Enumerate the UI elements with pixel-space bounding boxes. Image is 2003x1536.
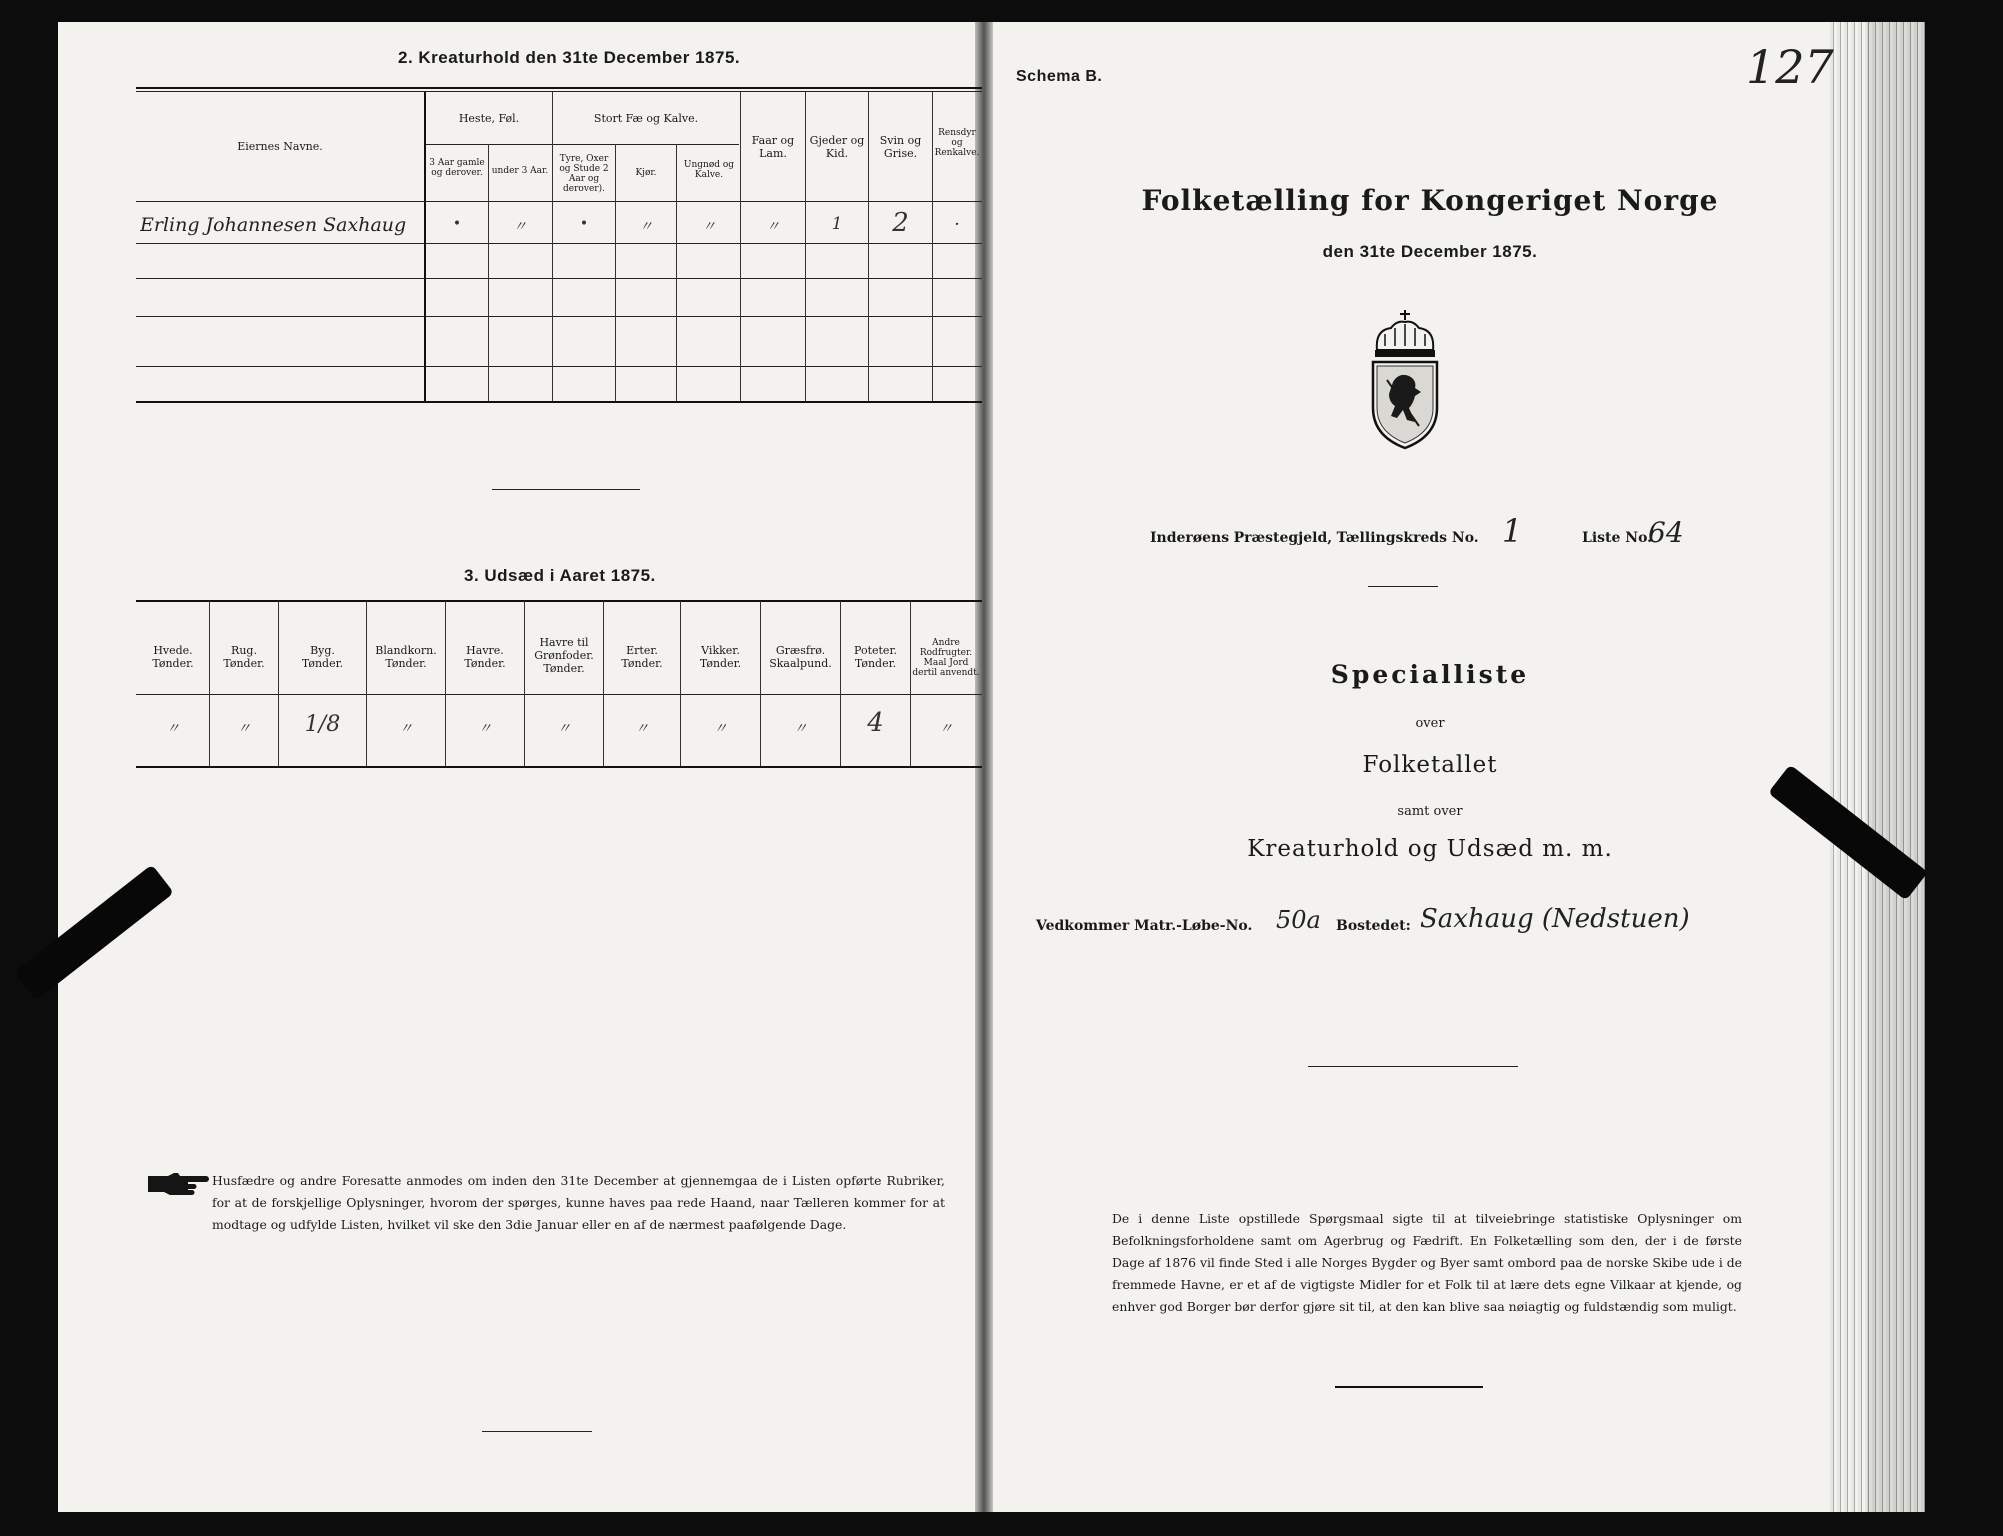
cell-hvede: 〃 (166, 721, 180, 737)
col-kjer: Kjør. (635, 168, 657, 178)
col-havre: Havre. Tønder. (464, 644, 506, 670)
list-label: Liste No. (1582, 530, 1653, 546)
group-stort-header: Stort Fæ og Kalve. (593, 112, 699, 125)
bostedet-value-handwritten: Saxhaug (Nedstuen) (1420, 904, 1690, 934)
col-owner-header: Eiernes Navne. (237, 140, 323, 153)
folketallet-label: Folketallet (1362, 752, 1498, 778)
col-graesfro: Græsfrø. Skaalpund. (769, 644, 832, 670)
cell-faar: 〃 (766, 219, 780, 235)
col-rug: Rug. Tønder. (223, 644, 265, 670)
col-heste-old: 3 Aar gamle og derover. (429, 158, 485, 178)
bostedet-label: Bostedet: (1336, 918, 1411, 934)
col-ungnod: Ungnød og Kalve. (683, 160, 735, 180)
col-faar: Faar og Lam. (751, 134, 795, 160)
cell-poteter: 4 (867, 708, 884, 738)
col-hvede: Hvede. Tønder. (152, 644, 194, 670)
cell-tyre: • (579, 216, 589, 232)
col-rensdyr: Rensdyr og Renkalve. (934, 128, 980, 158)
kreaturhold-label: Kreaturhold og Udsæd m. m. (1247, 836, 1613, 862)
owner-name-handwritten: Erling Johannesen Saxhaug (140, 214, 407, 236)
bottom-divider-left (482, 1431, 592, 1432)
district-label: Tællingskreds No. (1336, 530, 1479, 546)
district-number-handwritten: 1 (1502, 512, 1523, 550)
col-heste-young: under 3 Aar. (491, 166, 549, 176)
cell-ungnod: 〃 (702, 219, 716, 235)
cell-vikker: 〃 (713, 721, 728, 737)
col-blandkorn: Blandkorn. Tønder. (375, 644, 437, 670)
parish-name: Inderøens (1150, 530, 1230, 546)
col-poteter: Poteter. Tønder. (854, 644, 897, 670)
table3-top-rule (136, 600, 982, 602)
cell-erter: 〃 (635, 721, 649, 737)
divider-right-1 (1368, 586, 1438, 587)
table2-bottom-rule (136, 401, 982, 403)
col-vikker: Vikker. Tønder. (699, 644, 742, 670)
col-havre-gronfoder: Havre til Grønfoder. Tønder. (534, 636, 594, 675)
specialliste-heading: Specialliste (1330, 660, 1530, 689)
cell-andre-rodfrugter: 〃 (939, 721, 953, 737)
section2-title: 2. Kreaturhold den 31te December 1875. (398, 48, 741, 67)
section3-title: 3. Udsæd i Aaret 1875. (464, 566, 656, 585)
instructions-notice: Husfædre og andre Foresatte anmodes om inden den 31te December at gjennemgaa de i Listen opførte Rubriker, for at de forskjellige Oplysninger, hvorom der spørges, kunne haves paa rede Haand, naar Tælleren kommer for at modtage og udfylde Listen, hvilket vil ske den 3die Januar eller en af de nærmest paafølgende Dage. (212, 1173, 945, 1232)
col-andre-rodfrugter: Andre Rodfrugter. Maal Jord dertil anvendt. (912, 638, 980, 678)
pointing-hand-icon (146, 1170, 210, 1196)
cell-kjer: 〃 (639, 219, 653, 235)
bottom-divider-right (1335, 1386, 1483, 1388)
parish-suffix: Præstegjeld, (1233, 530, 1333, 546)
cell-blandkorn: 〃 (399, 721, 413, 737)
col-svin: Svin og Grise. (879, 134, 922, 160)
cell-byg: 1/8 (304, 712, 341, 737)
col-gjeder: Gjeder og Kid. (809, 134, 865, 160)
parish-line (1150, 530, 1479, 546)
divider-right-2 (1308, 1066, 1518, 1067)
matr-label: Vedkommer Matr.-Løbe-No. (1036, 918, 1253, 934)
cell-havre: 〃 (478, 721, 492, 737)
samt-over-label: samt over (1397, 804, 1463, 819)
table3-bottom-rule (136, 766, 982, 768)
table2-top-rule (136, 87, 982, 89)
cell-havre-gronfoder: 〃 (557, 721, 571, 737)
page-number-handwritten: 127 (1746, 40, 1834, 94)
divider-rule (492, 489, 640, 490)
census-explanation: De i denne Liste opstillede Spørgsmaal sigte til at tilveiebringe statistiske Oplysninger om Befolkningsforholdene samt om Agerbrug og Fædrift. En Folketælling som den, der i de første Dage af 1876 vil finde Sted i alle Norges Bygder og Byer samt ombord paa de norske Skibe ude i de fremmede Havne, er et af de vigtigste Midler for et Folk til at lære dets egne Vilkaar at kjende, og enhver god Borger bør derfor gjøre sit til, at den kan blive saa nøiagtig og fuldstændig som muligt. (1112, 1211, 1742, 1314)
group-heste-header: Heste, Føl. (458, 112, 520, 125)
cell-heste-young: 〃 (513, 219, 527, 235)
col-byg: Byg. Tønder. (301, 644, 344, 670)
schema-label: Schema B. (1016, 68, 1103, 85)
main-subtitle: den 31te December 1875. (1322, 242, 1538, 261)
col-erter: Erter. Tønder. (621, 644, 663, 670)
col-tyre: Tyre, Oxer og Stude 2 Aar og derover). (559, 154, 609, 194)
matr-number-handwritten: 50a (1276, 906, 1321, 934)
cell-svin: 2 (892, 208, 909, 238)
over-label-1: over (1415, 716, 1445, 731)
right-page-edges (1830, 22, 1925, 1512)
norwegian-coat-of-arms-icon (1365, 308, 1445, 450)
list-number-handwritten: 64 (1648, 516, 1684, 549)
cell-heste-old: • (452, 216, 462, 232)
cell-rensdyr: · (954, 214, 960, 235)
cell-graesfro: 〃 (793, 721, 808, 737)
cell-rug: 〃 (237, 721, 251, 737)
cell-gjeder: 1 (831, 214, 843, 234)
main-title: Folketælling for Kongeriget Norge (1141, 184, 1719, 217)
